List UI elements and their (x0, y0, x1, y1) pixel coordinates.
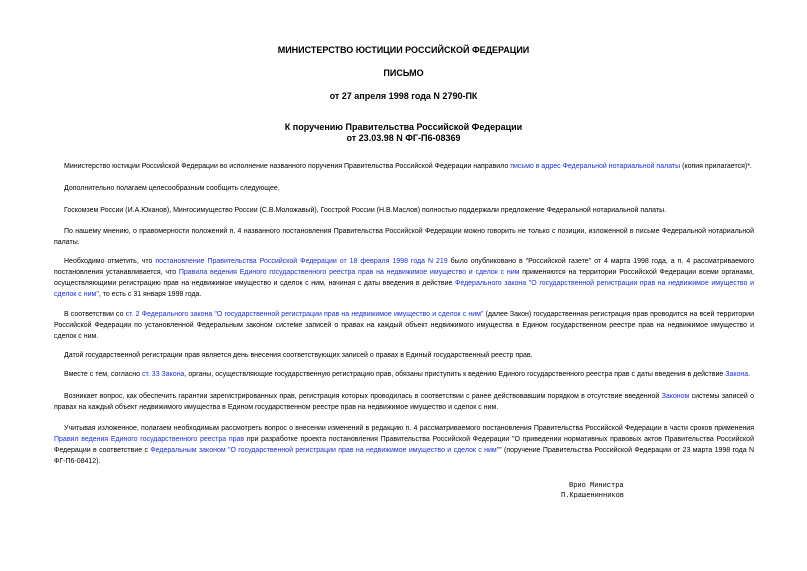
paragraph-5-text-a: Необходимо отметить, что (64, 258, 156, 265)
paragraph-3 (54, 205, 754, 216)
paragraph-1-text-b: (копия прилагается)*. (680, 163, 752, 170)
link-federal-law-registration[interactable]: Федерального закона "О государственной регистрации прав на недвижимое имущество и сделок с ним" (54, 280, 754, 298)
paragraph-5-text-b: было опубликовано в "Российской газете" от 4 марта 1998 года, а п. 4 рассматриваемого постановления устанавливается, что (54, 258, 754, 276)
link-law-article-33[interactable]: ст. 33 Закона (141, 371, 185, 378)
link-registry-rules-2[interactable]: Правил ведения Единого государственного реестра прав (54, 436, 245, 443)
ministry-title: МИНИСТЕРСТВО ЮСТИЦИИ РОССИЙСКОЙ ФЕДЕРАЦИИ (277, 45, 530, 55)
signature-position: Врио Министра (569, 482, 624, 490)
paragraph-5-text-c: применяются на территории Российской Федерации всеми органами, осуществляющими регистрацию прав на недвижимое имущество и сделок с ним, начиная с даты введения в действие (54, 269, 754, 287)
paragraph-5 (54, 256, 754, 300)
document-type: ПИСЬМО (383, 68, 424, 78)
paragraph-4-text: По нашему мнению, о правомерности положений п. 4 названного постановления Правительства Российской Федерации можно говорить не только с позиции, изложенной в письме Федеральной нотариальной палаты. (54, 228, 754, 246)
link-registry-rules[interactable]: Правила ведения Единого государственного реестра прав на недвижимое имущество и сделок с ним (178, 269, 520, 276)
paragraph-10-text-b: при разработке проекта постановления Правительства Российской Федерации "О приведении нормативных правовых актов Правительства Российской Федерации в соответствие с (54, 436, 754, 454)
paragraph-9-text-a: Возникает вопрос, как обеспечить гарантии зарегистрированных прав, регистрация которых проводилась в соответствии с ранее действовавшим порядком в отсутствие введенной (64, 393, 662, 400)
paragraph-10 (54, 423, 754, 467)
paragraph-8-text-a: Вместе с тем, согласно (64, 371, 142, 378)
paragraph-1-text-a: Министерство юстиции Российской Федерации во исполнение названного поручения Правительства Российской Федерации направило (64, 163, 511, 170)
paragraph-7-text: Датой государственной регистрации прав является день внесения соответствующих записей о правах в Единый государственный реестр прав. (64, 352, 533, 359)
paragraph-1 (54, 161, 754, 172)
paragraph-7 (54, 350, 754, 361)
paragraph-2 (54, 183, 754, 194)
paragraph-5-text-d: , то есть с 31 января 1998 года. (98, 291, 202, 298)
link-government-decree-219[interactable]: постановление Правительства Российской Федерации от 18 февраля 1998 года N 219 (155, 258, 448, 265)
link-law[interactable]: Закона (725, 371, 749, 378)
subject-line-1: К поручению Правительства Российской Федерации (284, 122, 523, 132)
paragraph-9 (54, 391, 754, 413)
signature-name: П.Крашенинников (561, 492, 625, 500)
paragraph-9-text-b: системы записей о правах на каждый объект недвижимого имущества в Едином государственном реестре прав на недвижимое имущество и сделок с ним. (54, 393, 755, 411)
paragraph-3-text: Госкомзем России (И.А.Юканов), Мингосимущество России (С.В.Моложавый), Госстрой России (Н.В.Маслов) полностью поддержали предложение Федеральной нотариальной палаты. (64, 207, 667, 214)
paragraph-8-text-b: , органы, осуществляющие государственную регистрацию прав, обязаны приступить к ведению Единого государственного реестра прав с даты введения в действие (184, 371, 726, 378)
paragraph-6 (54, 309, 754, 342)
subject-line-2: от 23.03.98 N ФГ-П6-08369 (346, 133, 461, 143)
paragraph-10-text-c: " (поручение Правительства Российской Федерации от 23 марта 1998 года N ФГ-П6-08412). (54, 447, 755, 465)
paragraph-10-text-a: Учитывая изложенное, полагаем необходимым рассмотреть вопрос о внесении изменений в редакцию п. 4 рассматриваемого постановления Правительства Российской Федерации в части сроков применения (64, 425, 754, 432)
link-letter-notary-chamber[interactable]: письмо в адрес Федеральной нотариальной палаты (510, 163, 681, 170)
link-law-system[interactable]: Законом (661, 393, 690, 400)
paragraph-8 (54, 369, 754, 380)
paragraph-2-text: Дополнительно полагаем целесообразным сообщить следующее. (64, 185, 280, 192)
link-law-article-2[interactable]: ст. 2 Федерального закона "О государственной регистрации прав на недвижимое имущество и сделок с ним" (125, 311, 484, 318)
paragraph-8-text-c: . (748, 371, 751, 378)
paragraph-6-text-b: (далее Закон) государственная регистрация прав проводится на всей территории Российской Федерации по установленной Федеральным законом системе записей о правах на каждый объект недвижимого имущества в Едином государственном реестре прав на недвижимое имущество и сделок с ним. (54, 311, 754, 340)
paragraph-4 (54, 226, 754, 248)
document-date-number: от 27 апреля 1998 года N 2790-ПК (329, 91, 478, 101)
paragraph-6-text-a: В соответствии со (64, 311, 126, 318)
link-federal-law-registration-2[interactable]: Федеральным законом "О государственной регистрации прав на недвижимое имущество и сделок с ним" (150, 447, 500, 454)
